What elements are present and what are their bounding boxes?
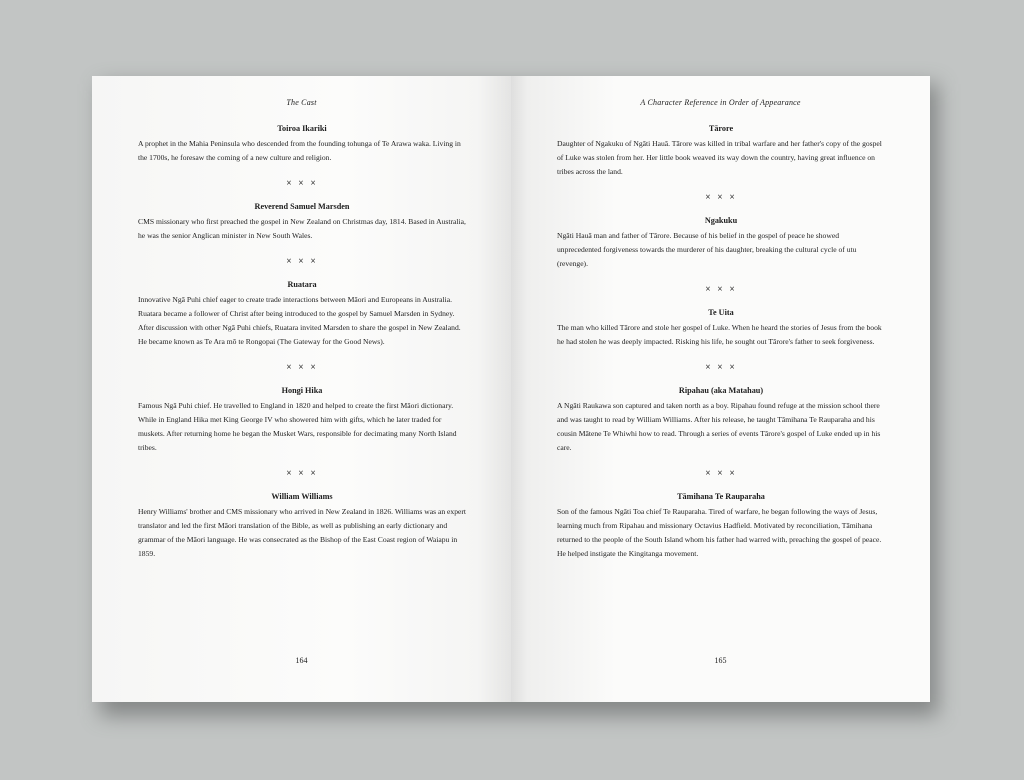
character-entry — [557, 124, 885, 179]
character-description: Famous Ngā Puhi chief. He travelled to England in 1820 and helped to create the first Māori dictionary. While in England Hika met King George IV who showered him with gifts, which he later traded for muskets. After returning home he began the Musket Wars, responsible for decimating many North Island tribes. — [138, 401, 457, 452]
character-description: Son of the famous Ngāti Toa chief Te Rauparaha. Tired of warfare, he began following the ways of Jesus, learning much from Ripahau and missionary Octavius Hadfield. Motivated by reconciliation, Tāmihana returned to the people of the South Island whom his father had warred with, preaching the gospel of peace. He helped instigate the Kingitanga movement. — [557, 507, 882, 558]
character-description: A prophet in the Mahia Peninsula who descended from the founding tohunga of Te Arawa waka. Living in the 1700s, he foresaw the coming of a new culture and religion. — [138, 139, 461, 162]
character-name: Reverend Samuel Marsden — [254, 202, 350, 211]
character-description: A Ngāti Raukawa son captured and taken north as a boy. Ripahau found refuge at the mission school there and was taught to read by William Williams. After his release, he taught Tāmihana Te Rauparaha and his cousin Mātene Te Whiwhi how to read. Through a series of events Tārore's gospel of Luke ended up in his care. — [557, 401, 881, 452]
character-entry — [557, 308, 885, 349]
open-book — [92, 76, 930, 702]
character-entry — [557, 216, 885, 271]
character-entry — [138, 386, 466, 455]
section-separator: × × × — [704, 363, 738, 371]
section-separator: × × × — [704, 193, 738, 201]
right-page — [511, 76, 930, 702]
page-number: 165 — [714, 656, 727, 665]
character-name: William Williams — [271, 492, 333, 501]
character-description: The man who killed Tārore and stole her gospel of Luke. When he heard the stories of Jesus from the book he had stolen he was deeply impacted. Risking his life, he sought out Tārore's father to seek forgiveness. — [557, 323, 882, 346]
section-separator: × × × — [704, 469, 738, 477]
character-name: Hongi Hika — [281, 386, 323, 395]
character-name: Te Uita — [708, 308, 734, 317]
character-description: Daughter of Ngakuku of Ngāti Hauā. Tārore was killed in tribal warfare and her father's copy of the gospel of Luke was stolen from her. Her little book weaved its way down the country, having great influence on tribes across the land. — [557, 139, 882, 176]
left-page — [92, 76, 511, 702]
section-separator: × × × — [285, 257, 319, 265]
running-head: The Cast — [286, 98, 317, 107]
character-entry — [138, 280, 466, 349]
character-entry — [138, 124, 466, 165]
page-content — [138, 124, 466, 561]
character-name: Tārore — [708, 124, 734, 133]
character-entry — [138, 492, 466, 561]
section-separator: × × × — [704, 285, 738, 293]
character-entry — [138, 202, 466, 243]
character-description: Ngāti Hauā man and father of Tārore. Because of his belief in the gospel of peace he showed unprecedented forgiveness towards the murderer of his daughter, breaking the cultural cycle of utu (revenge). — [557, 231, 857, 268]
character-name: Ruatara — [287, 280, 317, 289]
running-head: A Character Reference in Order of Appearance — [640, 98, 801, 107]
character-description: Henry Williams' brother and CMS missionary who arrived in New Zealand in 1826. Williams was an expert translator and led the first Māori translation of the Bible, as well as publishing an early dictionary and grammar of the Māori language. He was consecrated as the Bishop of the East Coast region of Waiapu in 1859. — [138, 507, 466, 558]
character-description: Innovative Ngā Puhi chief eager to create trade interactions between Māori and Europeans in Australia. Ruatara became a follower of Christ after being introduced to the gospel by Samuel Marsden in Sydney. After discussion with other Ngā Puhi chiefs, Ruatara invited Marsden to share the gospel in New Zealand. He became known as Te Ara mō te Rongopai (The Gateway for the Good News). — [138, 295, 461, 346]
character-entry — [557, 492, 885, 561]
page-number: 164 — [295, 656, 308, 665]
character-name: Toiroa Ikariki — [277, 124, 327, 133]
character-entry — [557, 386, 885, 455]
page-content — [557, 124, 885, 561]
section-separator: × × × — [285, 363, 319, 371]
section-separator: × × × — [285, 179, 319, 187]
section-separator: × × × — [285, 469, 319, 477]
character-name: Ripahau (aka Matahau) — [678, 386, 764, 395]
character-name: Tāmihana Te Rauparaha — [677, 492, 765, 501]
character-name: Ngakuku — [704, 216, 738, 225]
character-description: CMS missionary who first preached the gospel in New Zealand on Christmas day, 1814. Based in Australia, he was the senior Anglican minister in New South Wales. — [138, 217, 466, 240]
